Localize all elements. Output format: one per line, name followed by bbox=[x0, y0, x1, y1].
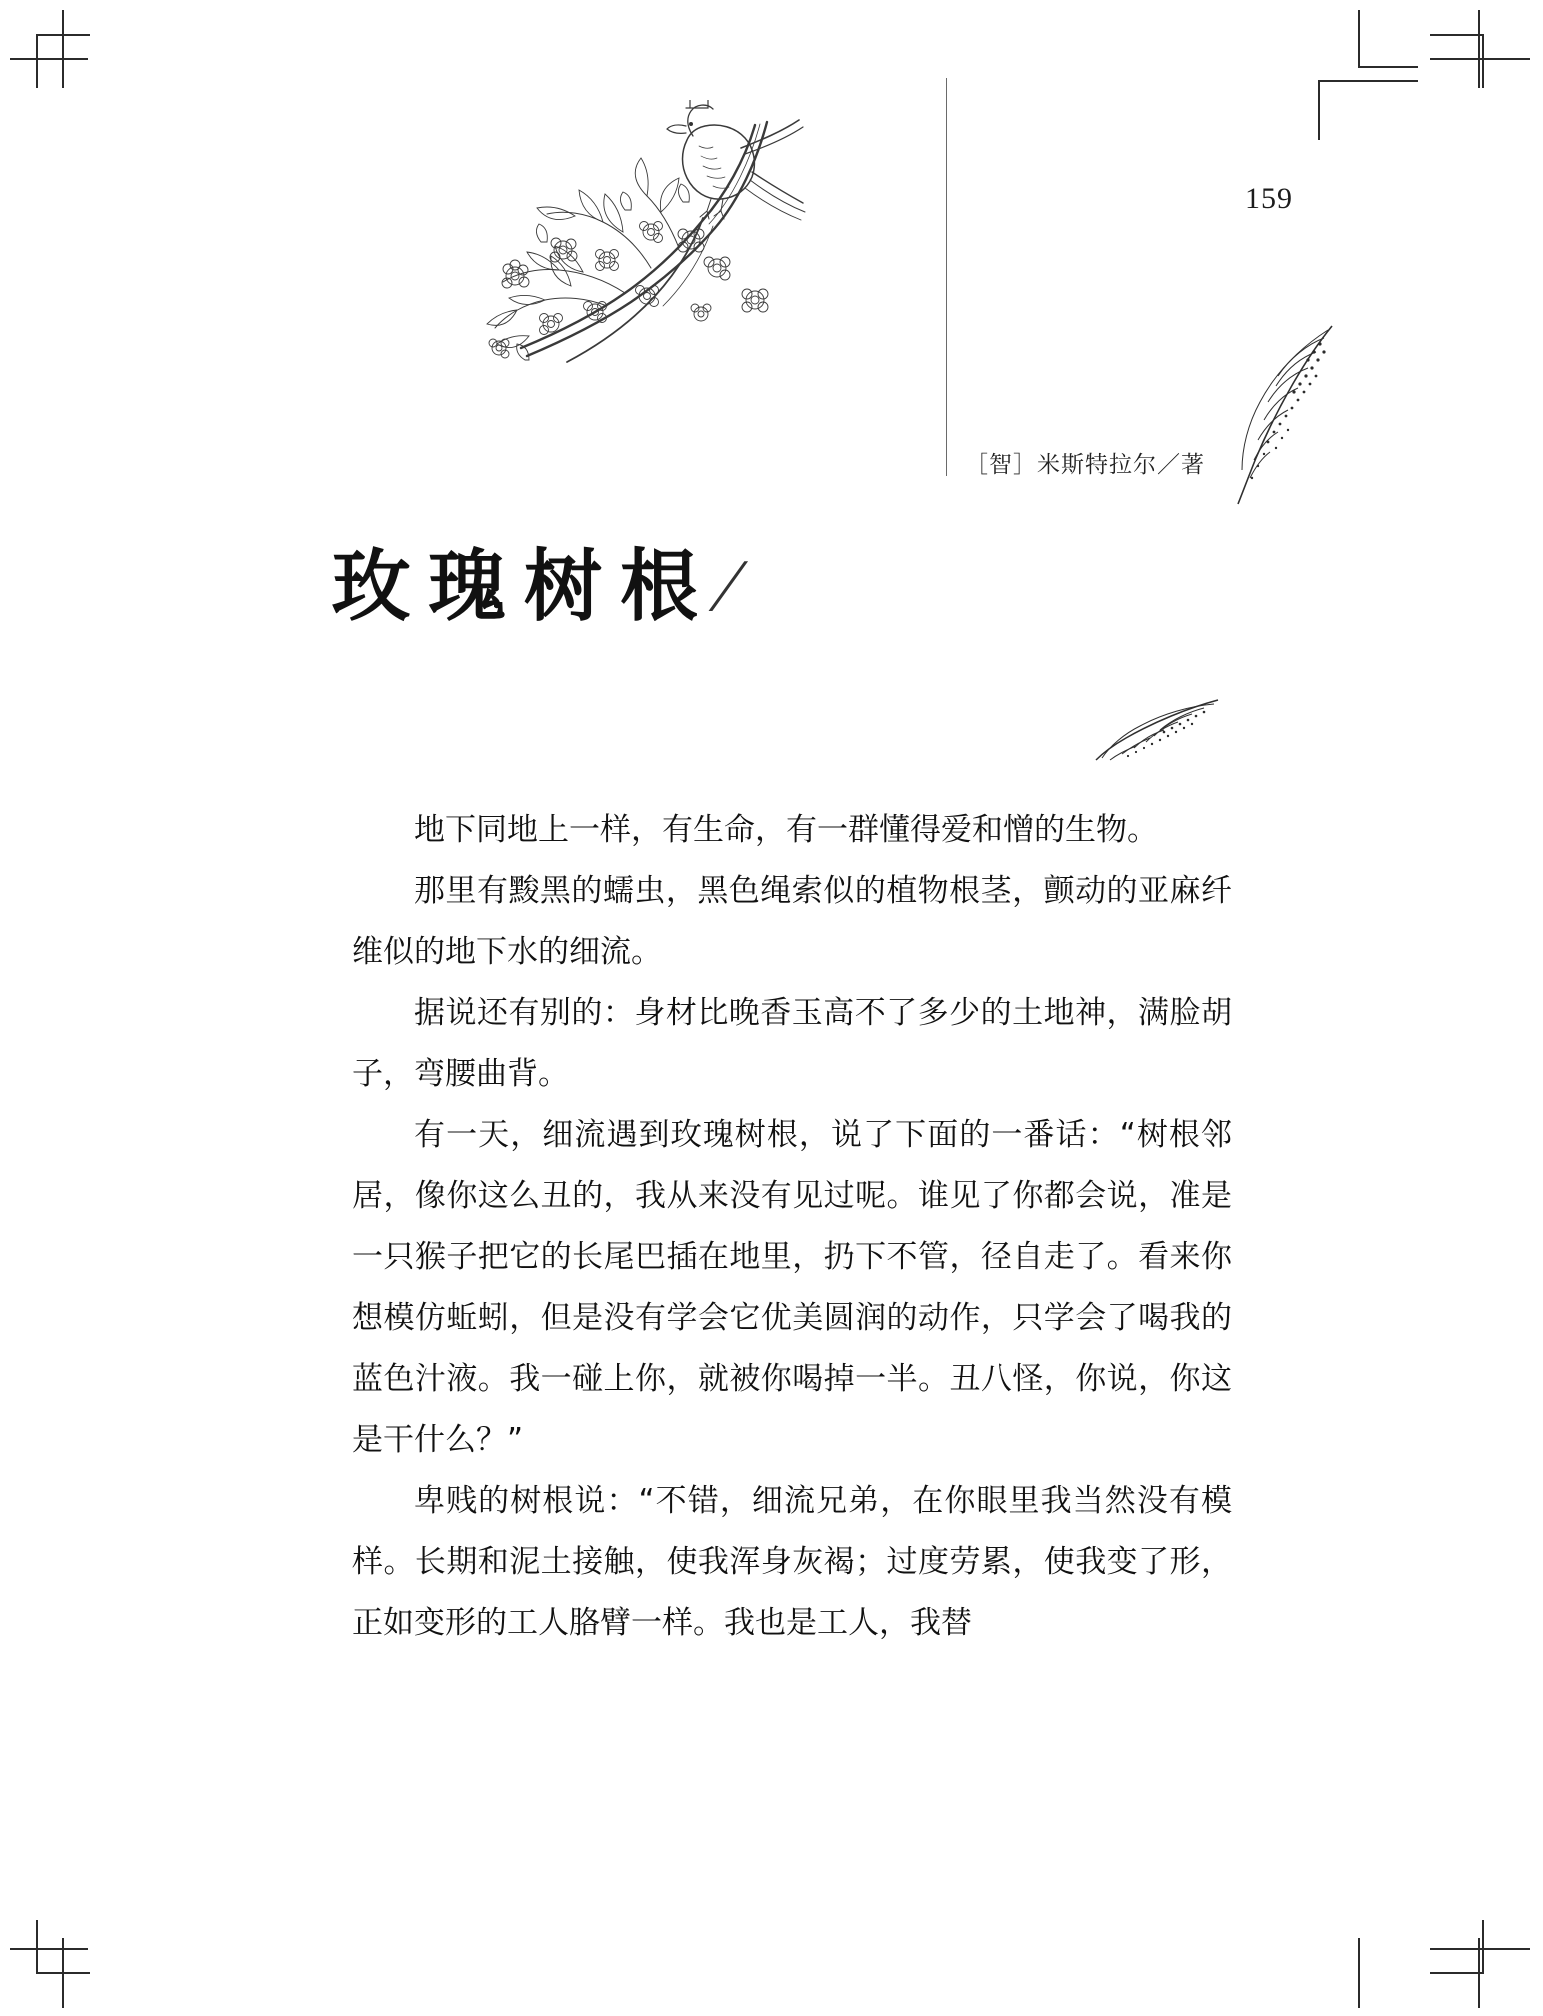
article-title bbox=[332, 542, 735, 632]
article-body bbox=[352, 800, 1232, 1654]
feather-ornament-icon bbox=[1092, 690, 1222, 770]
crop-mark-top-right bbox=[1318, 80, 1320, 140]
bird-branch-illustration bbox=[455, 100, 955, 430]
feather-ornament-icon bbox=[1228, 318, 1348, 508]
page-title: 玫瑰树根 bbox=[332, 542, 717, 632]
crop-mark-top-left bbox=[36, 34, 90, 88]
body-paragraph: 有一天，细流遇到玫瑰树根，说了下面的一番话：“树根邻居，像你这么丑的，我从来没有见过呢。谁见了你都会说，准是一只猴子把它的长尾巴插在地里，扔下不管，径自走了。看来你想模仿蚯蚓，但是没有学会它优美圆润的动作，只学会了喝我的蓝色汁液。我一碰上你，就被你喝掉一半。丑八怪，你说，你这是干什么？” bbox=[352, 1117, 1232, 1458]
crop-mark-top-right bbox=[1430, 34, 1484, 88]
crop-mark-bottom-right bbox=[1358, 1938, 1360, 2008]
crop-mark-top-right bbox=[1358, 10, 1360, 68]
author-byline: ［智］米斯特拉尔／著 bbox=[965, 452, 1205, 477]
crop-mark-top-right bbox=[1358, 66, 1418, 68]
page-number: 159 bbox=[1245, 182, 1293, 215]
body-paragraph: 卑贱的树根说：“不错，细流兄弟，在你眼里我当然没有模样。长期和泥土接触，使我浑身灰褐；过度劳累，使我变了形，正如变形的工人胳臂一样。我也是工人，我替 bbox=[352, 1483, 1232, 1641]
crop-mark-bottom-right bbox=[1430, 1920, 1484, 1974]
body-paragraph: 地下同地上一样，有生命，有一群懂得爱和憎的生物。 bbox=[414, 812, 1158, 848]
title-slash-ornament: ∕ bbox=[722, 544, 735, 628]
body-paragraph: 那里有黢黑的蠕虫，黑色绳索似的植物根茎，颤动的亚麻纤维似的地下水的细流。 bbox=[352, 873, 1232, 970]
body-paragraph: 据说还有别的：身材比晚香玉高不了多少的土地神，满脸胡子，弯腰曲背。 bbox=[352, 995, 1232, 1092]
crop-mark-bottom-left bbox=[36, 1920, 90, 1974]
crop-mark-top-right bbox=[1318, 80, 1418, 82]
